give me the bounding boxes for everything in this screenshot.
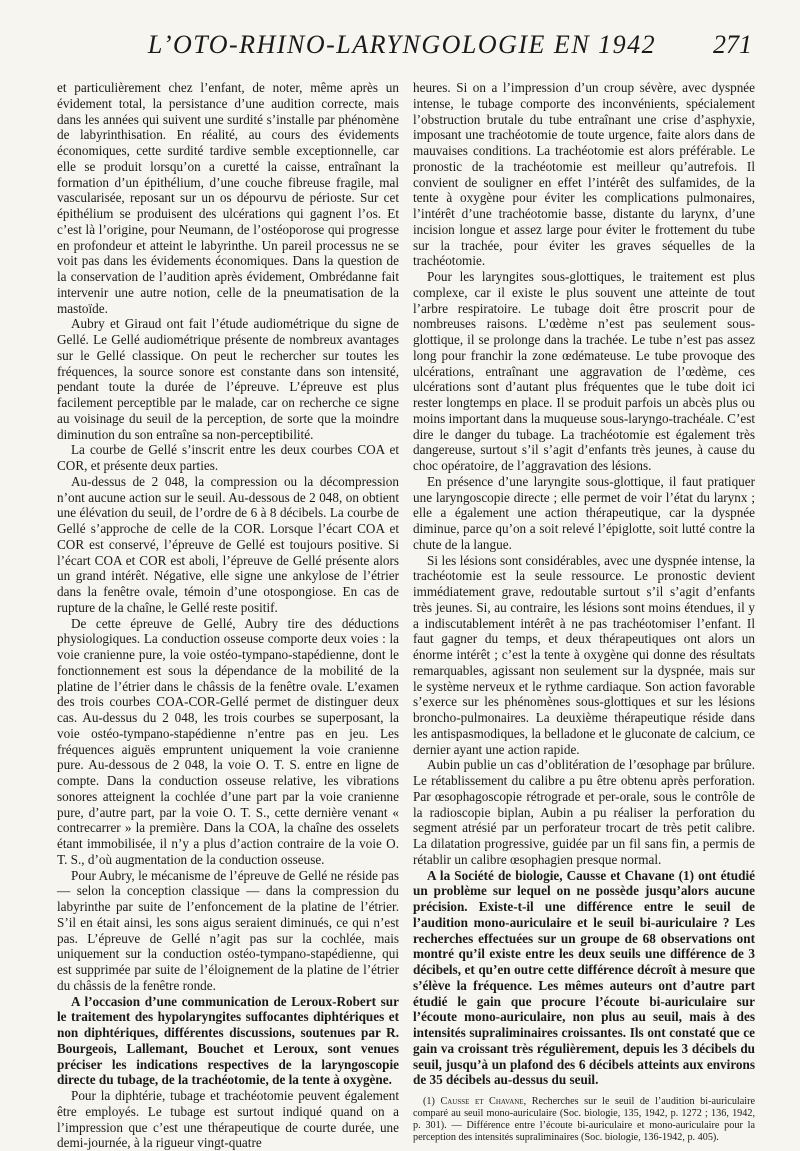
footnote-authors: Causse et Chavane, [440, 1096, 527, 1107]
paragraph: Aubry et Giraud ont fait l’étude audiométrique du signe de Gellé. Le Gellé audiométrique présente de nombreux avantages sur le Gellé classique. On peut le rechercher sur toutes les fréquences, la source sonore est constante dans son intensité, pendant toute la durée de l’épreuve. L’épreuve est plus facilement perceptible par le malade, car on recherche ce signe au voisinage du seuil de la perception, de sorte que la moindre diminution du son entraîne sa non-perceptibilité. [57, 316, 399, 442]
paragraph: Pour la diphtérie, tubage et trachéotomie peuvent également être employés. Le tubage est surtout indiqué quand on a l’impression que c’est une thérapeutique de courte durée, une demi-journée, à la rigueur vingt-quatre [57, 1088, 399, 1151]
paragraph: A la Société de biologie, Causse et Chavane (1) ont étudié un problème sur lequel on ne possède jusqu’alors aucune précision. Existe-t-il une différence entre le seuil de l’audition mono-auriculaire et le seuil bi-auriculaire ? Les recherches effectuées sur un groupe de 68 observations ont montré qu’il existe entre les deux seuils une différence de 3 décibels, et qu’en outre cette différence décroît à mesure que s’élève la fréquence. Les mêmes auteurs ont d’autre part étudié le gain que procure l’écoute bi-auriculaire sur l’écoute mono-auriculaire, non plus au seuil, mais à des intensités supraliminaires croissantes. Ils ont constaté que ce gain va croissant très régulièrement, depuis les 3 décibels du seuil, jusqu’à un plafond des 6 décibels atteints aux environs de 35 décibels au-dessus du seuil. [413, 867, 755, 1088]
right-column [413, 80, 755, 1144]
page-number: 271 [713, 30, 752, 59]
paragraph: heures. Si on a l’impression d’un croup sévère, avec dyspnée intense, le tubage comporte des inconvénients, spécialement l’obstruction brutale du tube entraînant une crise d’asphyxie, imposant une trachéotomie de toute urgence, faite alors dans de mauvaises conditions. La trachéotomie est alors préférable. Le pronostic de la trachéotomie est meilleur qu’autrefois. Il convient de souligner en effet l’intérêt des sulfamides, de la tente à oxygène pour éviter les complications pulmonaires, l’intérêt d’une trachéotomie basse, distante du larynx, d’une incision longue et assez large pour éviter le frottement du tube sur la trachée, pour éviter les graves séquelles de la trachéotomie. [413, 80, 755, 269]
paragraph: Au-dessus de 2 048, la compression ou la décompression n’ont aucune action sur le seuil. Au-dessous de 2 048, on obtient une élévation du seuil, de l’ordre de 6 à 8 décibels. La courbe de Gellé s’approche de celle de la COR. Lorsque l’écart COA et COR est conservé, l’épreuve de Gellé est toujours positive. Si l’écart COA et COR est aboli, l’épreuve de Gellé présente alors un grand intérêt. Négative, elle signe une ankylose de l’étrier dans la fenêtre ovale, témoin d’une otospongiose. En cas de rupture de la chaîne, le Gellé reste positif. [57, 473, 399, 615]
footnote-text: Recherches sur le seuil de l’audition bi-auriculaire comparé au seuil mono-auriculaire (Soc. biologie, 135, 1942, p. 1272 ; 136, 1942, p. 301). — Différence entre l’écoute bi-auriculaire et mono-auriculaire pour la perception des intensités supraliminaires (Soc. biologie, 136-1942, p. 405). [413, 1096, 756, 1143]
paragraph: A l’occasion d’une communication de Leroux-Robert sur le traitement des hypolaryngites suffocantes diphtériques et non diphtériques, différentes discussions, soutenues par R. Bourgeois, Lallemant, Bouchet et Leroux, sont venues préciser les indications respectives de la laryngoscopie directe du tubage, de la trachéotomie, de la tente à oxygène. [57, 993, 399, 1088]
paragraph: La courbe de Gellé s’inscrit entre les deux courbes COA et COR, et présente deux parties. [57, 442, 399, 473]
page-header [52, 30, 752, 70]
paragraph: Pour Aubry, le mécanisme de l’épreuve de Gellé ne réside pas — selon la conception classique — dans la compression du labyrinthe par suite de l’enfoncement de la platine de l’étrier. S’il en était ainsi, les sons aigus seraient diminués, ce qui n’est pas. L’épreuve de Gellé n’agit pas sur la cochlée, mais uniquement sur la conduction ostéo-tympano-stapédienne, qui est supprimée par suite de l’éloignement de la platine de l’étrier du châssis de la fenêtre ronde. [57, 867, 399, 993]
paragraph: et particulièrement chez l’enfant, de noter, même après un évidement total, la persistance d’une audition correcte, mais dans les années qui suivent une surdité s’installe par phénomène de labyrinthisation. En réalité, au cours des évidements économiques, cette surdité tardive semble exceptionnelle, car elle se produit lorsqu’on a curetté la caisse, entraînant la formation d’un épithélium, d’une couche fibreuse fragile, mal vascularisée, reposant sur un os dépourvu de périoste. Sur cet épithélium se produisent des ulcérations qui gagnent l’os. Et c’est là l’origine, pour Neumann, de l’ostéoporose qui progresse en profondeur et atteint le labyrinthe. Un pareil processus ne se voit pas dans les évidements économiques. Dans la question de la conservation de l’audition après évidement, Ombrédanne fait intervenir une autre notion, celle de la pneumatisation de la mastoïde. [57, 80, 399, 316]
paragraph: Aubin publie un cas d’oblitération de l’œsophage par brûlure. Le rétablissement du calibre a pu être obtenu après perforation. Par œsophagoscopie rétrograde et per-orale, sous le contrôle de la radioscopie biplan, Aubin a pu réaliser la perforation du segment atrésié par un perforateur trocart de très petit calibre. La dilatation progressive, guidée par un fil sans fin, a permis de rétablir un calibre œsophagien presque normal. [413, 757, 755, 867]
footnote [413, 1096, 755, 1144]
running-title: L’OTO-RHINO-LARYNGOLOGIE EN 1942 [147, 30, 657, 59]
paragraph: En présence d’une laryngite sous-glottique, il faut pratiquer une laryngoscopie directe ; elle permet de voir l’état du larynx ; elle a également une action thérapeutique, car la dyspnée diminue, parce qu’on a soit relevé l’épiglotte, soit lutté contre la chute de la langue. [413, 473, 755, 552]
footnote-marker: (1) [423, 1096, 435, 1107]
paragraph: Pour les laryngites sous-glottiques, le traitement est plus complexe, car il existe le plus souvent une atteinte de tout l’arbre respiratoire. Le tubage doit être proscrit pour de nombreuses raisons. L’œdème n’est pas seulement sous-glottique, il se prolonge dans la trachée. Le tube n’est pas assez long pour franchir la zone œdémateuse. Le tube provoque des ulcérations, entraînant une aggravation de l’œdème, ces ulcérations sont d’autant plus fréquentes que le tube doit ici rester longtemps en place. Il se produit parfois un abcès plus ou moins important dans la muqueuse sous-laryngo-trachéale. C’est dire le danger du tubage. La trachéotomie est également très dangereuse, surtout s’il s’agit d’enfants très jeunes, à cause du choc opératoire, de l’aggravation des lésions. [413, 269, 755, 473]
left-column [57, 80, 399, 1151]
paragraph: Si les lésions sont considérables, avec une dyspnée intense, la trachéotomie est la seule ressource. Le pronostic devient immédiatement grave, redoutable surtout s’il s’agit d’enfants très jeunes. Si, au contraire, les lésions sont moins étendues, il y a indiscutablement intérêt à ne pas trachéotomiser l’enfant. Il faut gagner du temps, et deux thérapeutiques ont alors un énorme intérêt ; c’est la tente à oxygène qui donne des résultats remarquables, agissant non seulement sur la dyspnée, mais sur le système nerveux et le rythme cardiaque. Son action favorable s’exerce sur les phénomènes sous-glottiques et sur les lésions broncho-pulmonaires. La deuxième thérapeutique réside dans les antispasmodiques, la belladone et le gluconate de calcium, ce dernier ayant une action rapide. [413, 552, 755, 757]
paragraph: De cette épreuve de Gellé, Aubry tire des déductions physiologiques. La conduction osseuse comporte deux voies : la voie cranienne pure, la voie ostéo-tympano-stapédienne, dont le fonctionnement est sous la dépendance de la mobilité de la platine de l’étrier dans le châssis de la fenêtre ovale. L’examen des trois courbes COA-COR-Gellé permet de distinguer deux cas. Au-dessus du 2 048, les trois courbes se superposant, la voie ostéo-tympano-stapédienne n’entre pas en jeu. Les fréquences aiguës empruntent uniquement la voie cranienne pure. Au-dessous de 2 048, la voie O. T. S. entre en ligne de compte. Dans la conduction osseuse relative, les vibrations sonores atteignent la cochlée d’une part par la voie cranienne pure, d’autre part, par la voie O. T. S., cette dernière venant « contrecarrer » la première. Dans la COA, la chaîne des osselets étant immobilisée, il n’y a plus d’action contraire de la voie O. T. S., d’où augmentation de la conduction osseuse. [57, 615, 399, 867]
